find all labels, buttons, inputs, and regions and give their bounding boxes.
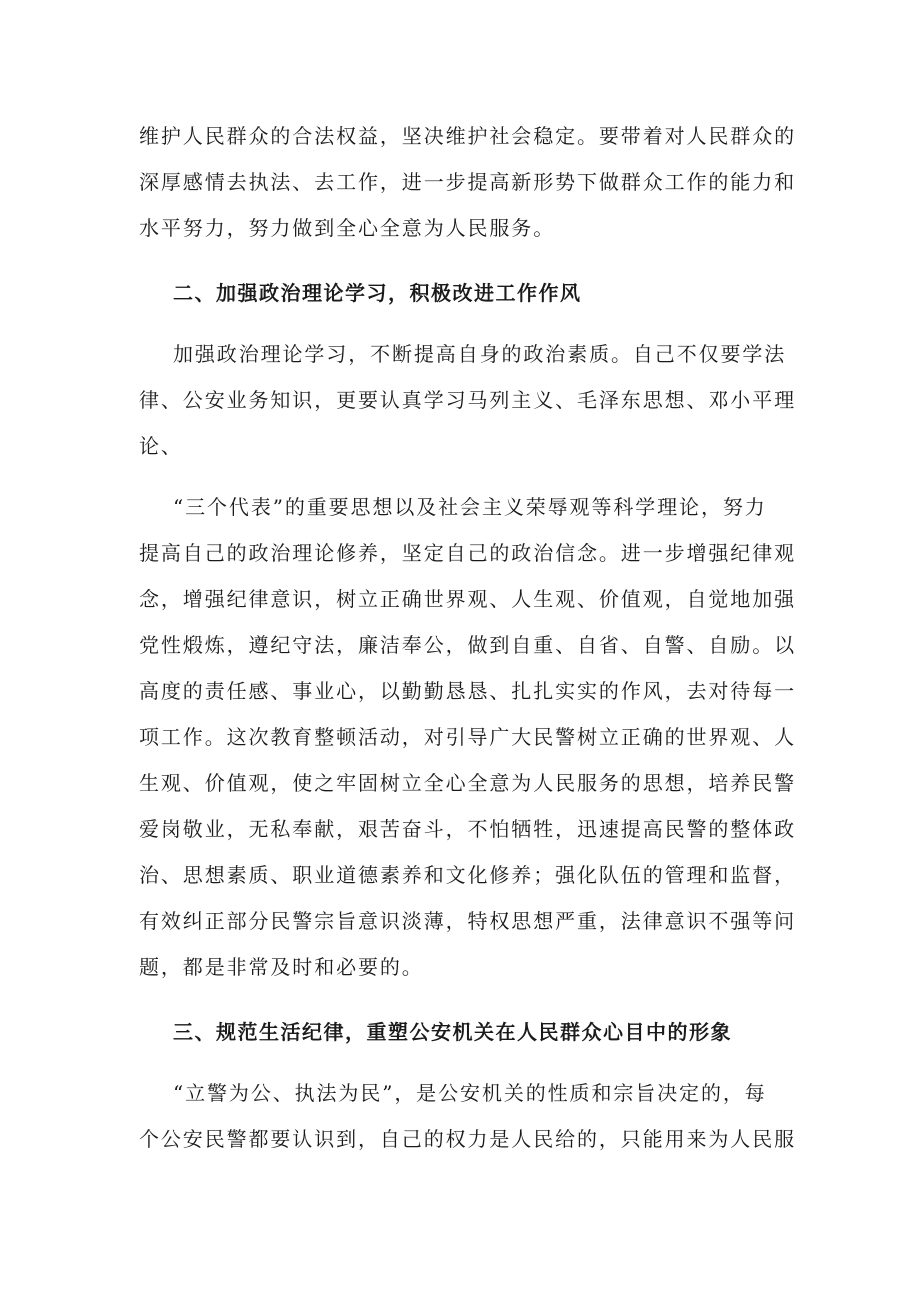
paragraph-line: 加强政治理论学习，不断提高自身的政治素质。自己不仅要学法 [173, 342, 787, 366]
paragraph-line: 生观、价值观，使之牢固树立全心全意为人民服务的思想，培养民警 [139, 771, 796, 795]
paragraph-line: 律、公安业务知识，更要认真学习马列主义、毛泽东思想、邓小平理 [139, 388, 796, 412]
paragraph-line: 提高自己的政治理论修养，坚定自己的政治信念。进一步增强纪律观 [139, 541, 796, 565]
section-heading-3: 三、规范生活纪律，重塑公安机关在人民群众心目中的形象 [173, 1020, 732, 1044]
paragraph-line: “立警为公、执法为民”，是公安机关的性质和宗旨决定的，每 [173, 1081, 767, 1105]
paragraph-line: 个公安民警都要认识到，自己的权力是人民给的，只能用来为人民服 [139, 1127, 796, 1151]
paragraph-line: “三个代表”的重要思想以及社会主义荣辱观等科学理论，努力 [173, 495, 767, 519]
paragraph-line: 维护人民群众的合法权益，坚决维护社会稳定。要带着对人民群众的 [139, 124, 796, 148]
paragraph-line: 项工作。这次教育整顿活动，对引导广大民警树立正确的世界观、人 [139, 725, 796, 749]
paragraph-line: 高度的责任感、事业心，以勤勤恳恳、扎扎实实的作风，去对待每一 [139, 679, 796, 703]
section-heading-2: 二、加强政治理论学习，积极改进工作作风 [173, 281, 582, 305]
paragraph-line: 念，增强纪律意识，树立正确世界观、人生观、价值观，自觉地加强 [139, 587, 796, 611]
paragraph-line: 治、思想素质、职业道德素养和文化修养；强化队伍的管理和监督， [139, 863, 796, 887]
paragraph-line: 有效纠正部分民警宗旨意识淡薄，特权思想严重，法律意识不强等问 [139, 909, 796, 933]
paragraph-line: 水平努力，努力做到全心全意为人民服务。 [139, 216, 556, 240]
paragraph-line: 论、 [139, 434, 183, 458]
paragraph-line: 题，都是非常及时和必要的。 [139, 955, 424, 979]
paragraph-line: 深厚感情去执法、去工作，进一步提高新形势下做群众工作的能力和 [139, 170, 796, 194]
paragraph-line: 爱岗敬业，无私奉献，艰苦奋斗，不怕牺牲，迅速提高民警的整体政 [139, 817, 796, 841]
paragraph-line: 党性煅炼，遵纪守法，廉洁奉公，做到自重、自省、自警、自励。以 [139, 633, 796, 657]
